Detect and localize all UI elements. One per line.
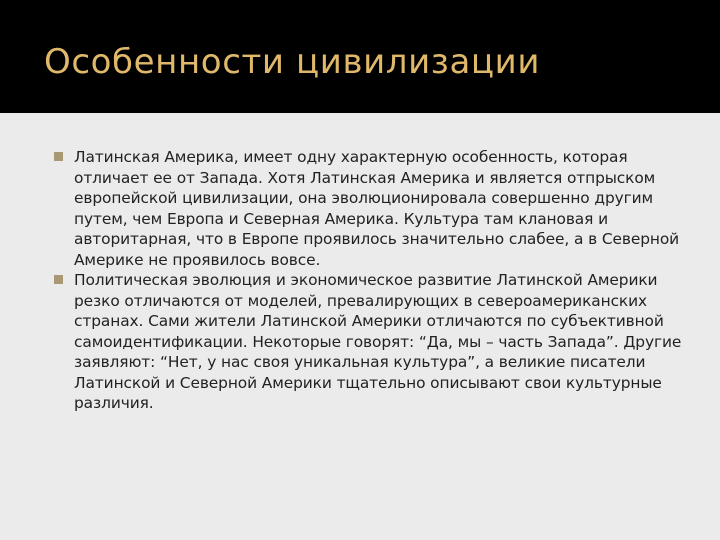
square-bullet-icon [54, 275, 63, 284]
square-bullet-icon [54, 152, 63, 161]
title-bar [0, 0, 720, 113]
bullet-text: Латинская Америка, имеет одну характерную особенность, которая отличает ее от Запада. Хотя Латинская Америка и является отпрыском европейской цивилизации, она эволюционировала совершенно другим путем, чем Европа и Северная Америка. Культура там клановая и авторитарная, что в Европе проявилось значительно слабее, а в Северной Америке не проявилось вовсе. [74, 148, 680, 269]
bullet-item [54, 270, 694, 414]
slide-title: Особенности цивилизации [44, 42, 541, 82]
bullet-text: Политическая эволюция и экономическое развитие Латинской Америки резко отличаются от моделей, превалирующих в североамериканских странах. Сами жители Латинской Америки отличаются по субъективной самоидентификации. Некоторые говорят: “Да, мы – часть Запада”. Другие заявляют: “Нет, у нас своя уникальная культура”, а великие писатели Латинской и Северной Америки тщательно описывают свои культурные различия. [74, 271, 682, 412]
bullet-list [54, 147, 694, 414]
bullet-item [54, 147, 694, 270]
slide-content [0, 113, 720, 540]
